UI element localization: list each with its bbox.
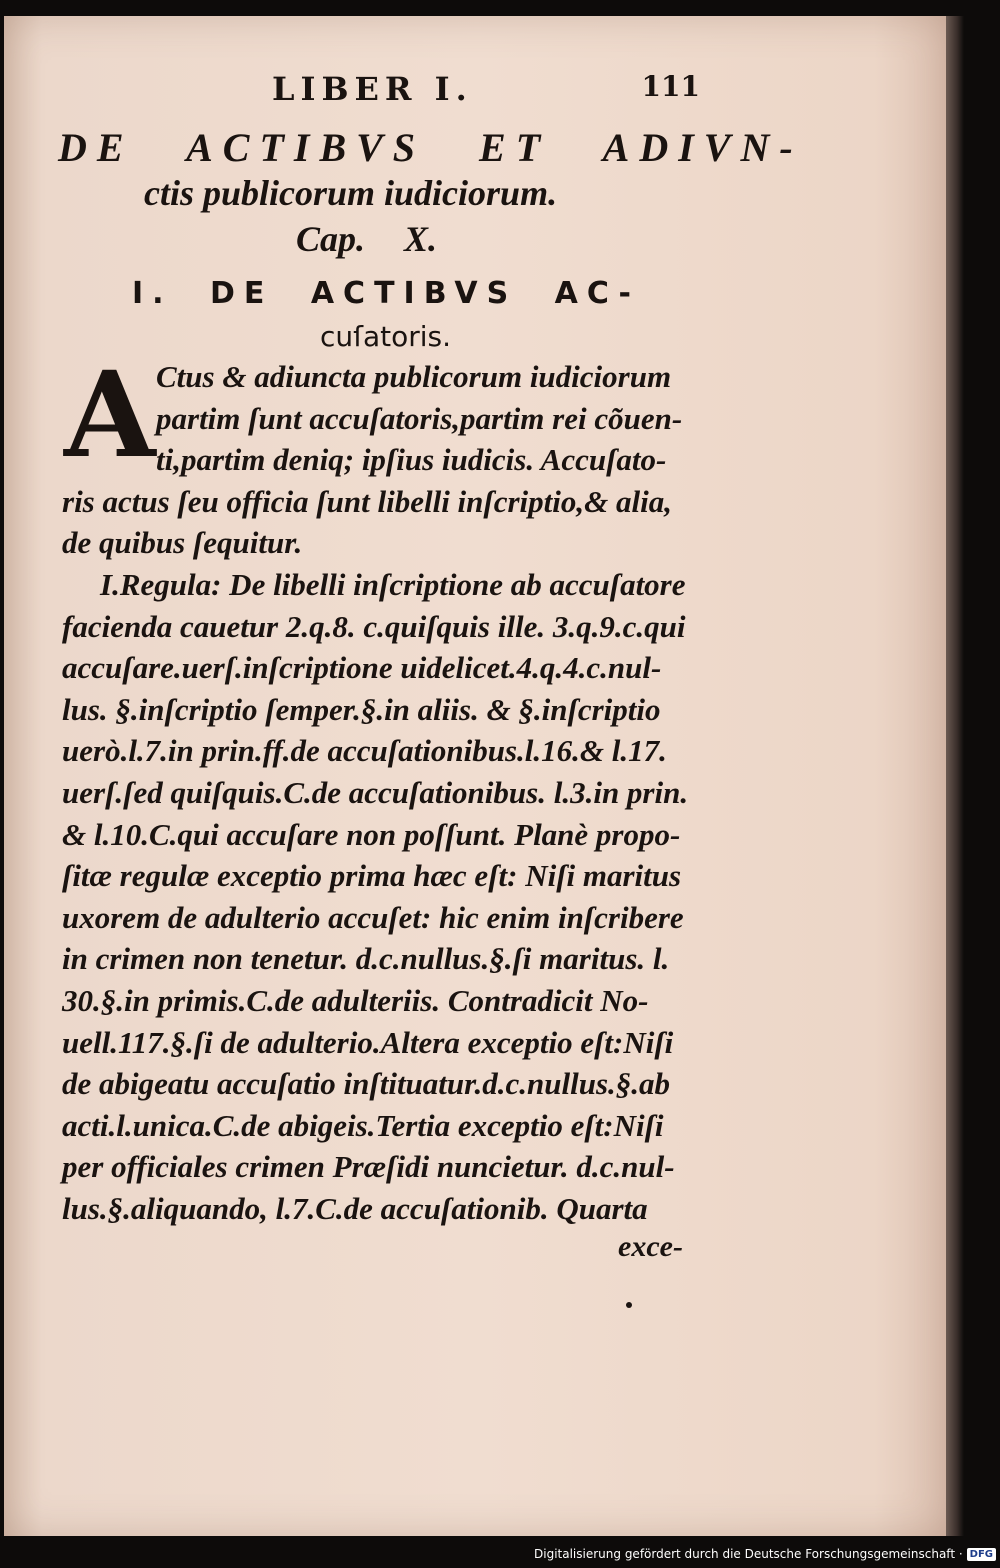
footer-credit: Digitalisierung gefördert durch die Deutsche Forschungsgemeinschaft · xyxy=(534,1547,963,1561)
body-line: Ctus & adiuncta publicorum iudiciorum xyxy=(156,359,672,394)
body-line: ſitæ regulæ exceptio prima hæc eſt: Niſi maritus xyxy=(62,858,682,894)
body-line: acti.l.unica.C.de abigeis.Tertia exceptio eſt:Niſi xyxy=(62,1107,664,1143)
body-line: uerſ.ſed quiſquis.C.de accuſationibus. l.3.in prin. xyxy=(62,775,689,810)
body-line: per officiales crimen Præſidi nuncietur. d.c.nul- xyxy=(62,1149,675,1185)
body-line: de abigeatu accuſatio inſtituatur.d.c.nullus.§.ab xyxy=(62,1066,671,1102)
body-line: partim ſunt accuſatoris,partim rei cõuen- xyxy=(156,400,683,436)
chapter-heading-line2: ctis publicorum iudiciorum. xyxy=(144,173,558,213)
catchword: exce- xyxy=(618,1230,683,1263)
body-line: ti,partim deniq; ipſius iudicis. Accuſato- xyxy=(156,442,667,478)
running-head-title: LIBER I. xyxy=(272,70,473,108)
body-line: & l.10.C.qui accuſare non poſſunt. Planè propo- xyxy=(62,816,681,852)
body-line: lus. §.inſcriptio ſemper.§.in aliis. & §.inſcriptio xyxy=(62,691,661,727)
running-head xyxy=(60,70,700,110)
body-line: accuſare.uerſ.inſcriptione uidelicet.4.q.4.c.nul- xyxy=(62,650,662,686)
drop-cap: A xyxy=(64,345,156,484)
section-heading-line1: I. DE ACTIBVS AC- xyxy=(132,276,640,311)
chapter-number: Cap. X. xyxy=(296,219,438,259)
body-line: uell.117.§.ſi de adulterio.Altera exceptio eſt:Niſi xyxy=(62,1024,674,1060)
digitization-footer xyxy=(534,1544,996,1564)
body-line: I.Regula: De libelli inſcriptione ab accuſatore xyxy=(100,567,686,602)
body-line: uxorem de adulterio accuſet: hic enim inſcribere xyxy=(62,899,684,935)
dfg-logo-icon: DFG xyxy=(967,1548,996,1561)
body-line: de quibus ſequitur. xyxy=(62,525,303,561)
body-line: 30.§.in primis.C.de adulteriis. Contradicit No- xyxy=(62,983,649,1018)
section-heading-line2: cuſatoris. xyxy=(320,320,452,353)
body-line: ris actus ſeu officia ſunt libelli inſcriptio,& alia, xyxy=(62,483,672,519)
signature-mark xyxy=(626,1302,632,1308)
body-line: lus.§.aliquando, l.7.C.de accuſationib. Quarta xyxy=(62,1191,648,1226)
body-line: facienda cauetur 2.q.8. c.quiſquis ille. 3.q.9.c.qui xyxy=(62,608,686,644)
folio-number: 111 xyxy=(641,70,700,103)
chapter-heading-line1: DE ACTIBVS ET ADIVN- xyxy=(58,125,803,170)
body-line: in crimen non tenetur. d.c.nullus.§.ſi maritus. l. xyxy=(62,941,670,977)
body-line: uerò.l.7.in prin.ff.de accuſationibus.l.16.& l.17. xyxy=(62,733,667,769)
page-edge-shadow xyxy=(946,16,964,1536)
